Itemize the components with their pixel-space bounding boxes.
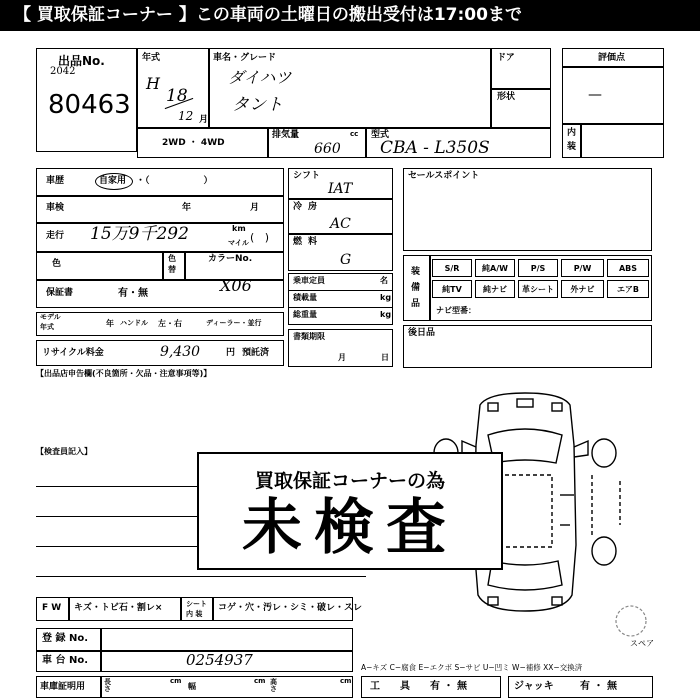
equip-ext-navi: 外ナビ xyxy=(561,280,604,298)
capacity-unit: 名 xyxy=(380,276,388,285)
chassis-value: 0254937 xyxy=(186,651,253,669)
stamp-title: 未検査 xyxy=(242,493,458,563)
color-no-value: X06 xyxy=(220,276,252,295)
spare-tire-icon xyxy=(614,603,648,639)
cc-unit: cc xyxy=(350,130,359,138)
color-no-label: カラーNo. xyxy=(208,254,253,264)
door-label: ドア xyxy=(497,53,515,63)
fuel-value: G xyxy=(340,252,352,268)
inspection-year: 年 xyxy=(182,203,192,213)
inspection-label: 車検 xyxy=(46,203,65,213)
expiry-label: 書類期限 xyxy=(293,332,325,341)
dealer-label: ディーラー・並行 xyxy=(206,319,262,327)
tools-label: 工 具 xyxy=(370,681,410,692)
handle-label: ハンドル xyxy=(120,319,148,327)
year-label: 年式 xyxy=(142,53,161,63)
handle-options: 左・右 xyxy=(158,319,182,328)
model-code-label: 型式 xyxy=(371,130,390,140)
mileage-label: 走行 xyxy=(46,231,65,241)
equip-label-1: 装 xyxy=(411,267,421,277)
equip-abs: ABS xyxy=(607,259,649,277)
equip-tv: 純TV xyxy=(432,280,472,298)
damage-legend: A−キズ C−腐食 E−エクボ S−サビ U−凹ミ W−補修 XX−交換済 xyxy=(361,663,583,672)
registration-label: 登 録 No. xyxy=(42,633,89,644)
interior-label-1: 内 xyxy=(567,128,577,138)
seat-text: コゲ・穴・汚レ・シミ・破レ・スレ xyxy=(218,603,363,613)
width-label: 幅 xyxy=(188,682,196,691)
shift-value: IAT xyxy=(328,181,353,197)
month-value: 12 xyxy=(178,109,194,123)
width-unit: cm xyxy=(254,677,266,685)
navi-model-label: ナビ型番： xyxy=(436,306,476,315)
length-unit: cm xyxy=(170,677,182,685)
rating-box xyxy=(562,48,664,158)
model-year-label-1: モデル xyxy=(40,313,61,321)
length-label: 長さ xyxy=(104,678,111,693)
mileage-value: 15万9千292 xyxy=(90,224,189,244)
inspector-label: 【検査員記入】 xyxy=(36,447,92,456)
notes-label: 後日品 xyxy=(408,328,436,338)
rating-label: 評価点 xyxy=(598,53,626,63)
chassis-label: 車 台 No. xyxy=(42,655,89,666)
mileage-mile: マイル xyxy=(228,239,249,247)
cert-label: 車庫証明用 xyxy=(40,682,86,692)
notes-box xyxy=(403,325,652,368)
model-value: タント xyxy=(232,95,283,115)
year-value: 18 xyxy=(166,86,188,106)
displacement-label: 排気量 xyxy=(272,130,300,140)
equip-pw: P/W xyxy=(561,259,604,277)
equip-sr: S/R xyxy=(432,259,472,277)
expiry-day: 日 xyxy=(381,353,389,362)
rating-value: — xyxy=(588,87,602,103)
shift-label: シフト xyxy=(293,171,321,181)
spare-label: スペア xyxy=(630,639,654,648)
ac-label: 冷房 xyxy=(293,202,324,212)
history-rest: ・（ ） xyxy=(136,176,213,186)
equip-aw: 純A/W xyxy=(475,259,515,277)
lot-small: 2042 xyxy=(50,66,76,77)
mileage-paren: ( ) xyxy=(250,231,270,244)
equip-navi: 純ナビ xyxy=(475,280,515,298)
shape-label: 形状 xyxy=(497,92,516,102)
model-year-label-2: 年式 xyxy=(40,323,54,331)
fuel-label: 燃料 xyxy=(293,237,324,247)
make-value: ダイハツ xyxy=(228,68,292,87)
equip-leather: 革シート xyxy=(518,280,558,298)
lot-number: 80463 xyxy=(48,90,131,120)
recycle-unit: 円 xyxy=(226,348,236,358)
load-label: 積載量 xyxy=(293,293,317,302)
height-label: 高さ xyxy=(270,678,277,693)
recycle-label: リサイクル料金 xyxy=(42,348,104,358)
sales-point-label: セールスポイント xyxy=(408,171,480,181)
fw-label: F W xyxy=(42,603,62,613)
exhibit-label: 出品No. xyxy=(58,54,105,68)
warranty-options: 有・無 xyxy=(118,288,148,299)
drive-label: 2WD ・ 4WD xyxy=(162,138,225,148)
interior-label-2: 装 xyxy=(567,142,577,152)
warranty-label: 保証書 xyxy=(46,288,74,298)
height-unit: cm xyxy=(340,677,352,685)
color-label: 色 xyxy=(52,259,62,269)
recycle-value: 9,430 xyxy=(160,344,201,360)
year-era: H xyxy=(146,74,160,93)
expiry-month: 月 xyxy=(338,353,346,362)
capacity-label: 乗車定員 xyxy=(293,276,325,285)
month-unit: 月 xyxy=(199,115,209,125)
mileage-km: km xyxy=(232,224,246,233)
jack-options: 有 ・ 無 xyxy=(580,681,617,692)
equip-label-2: 備 xyxy=(411,283,421,293)
gross-label: 総重量 xyxy=(293,310,317,319)
history-value: 自家用 xyxy=(99,176,127,186)
unchecked-stamp xyxy=(197,452,503,570)
fw-text: キズ・トビ石・割レ× xyxy=(74,603,163,613)
ac-value: AC xyxy=(330,216,351,232)
load-unit: kg xyxy=(380,293,392,302)
model-code-value: CBA - L350S xyxy=(380,138,490,158)
model-year-unit: 年 xyxy=(106,319,114,328)
recycle-status: 預託済 xyxy=(242,348,270,358)
make-label: 車名・グレード xyxy=(213,53,277,63)
header-banner: 【 買取保証コーナー 】この車両の土曜日の搬出受付は17:00まで xyxy=(0,0,700,31)
color-change-label: 色替 xyxy=(168,254,176,274)
stamp-subtitle: 買取保証コーナーの為 xyxy=(254,470,445,492)
notice-label: 【出品店申告欄(不良箇所・欠品・注意事項等)】 xyxy=(36,369,212,378)
equip-label-3: 品 xyxy=(411,299,421,309)
displacement-value: 660 xyxy=(314,141,341,157)
seat-label-2: 内 装 xyxy=(186,610,203,618)
inspection-month: 月 xyxy=(250,203,260,213)
jack-label: ジャッキ xyxy=(514,681,554,692)
equip-airbag: エアB xyxy=(607,280,649,298)
history-label: 車歴 xyxy=(46,176,65,186)
gross-unit: kg xyxy=(380,310,392,319)
seat-label-1: シート xyxy=(186,600,207,608)
equip-ps: P/S xyxy=(518,259,558,277)
tools-options: 有 ・ 無 xyxy=(430,681,467,692)
